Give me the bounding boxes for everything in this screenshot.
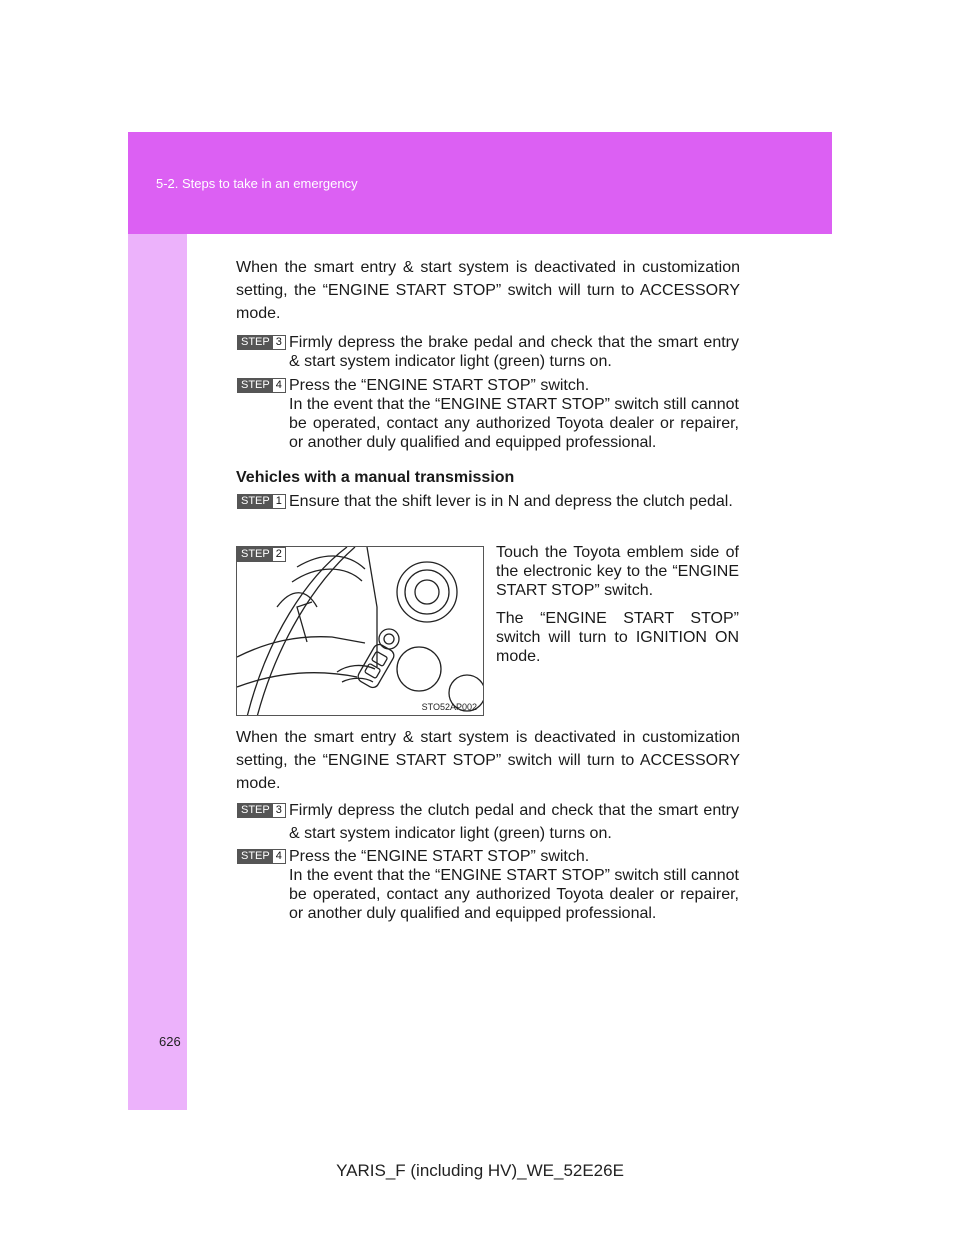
document-footer: YARIS_F (including HV)_WE_52E26E [336, 1161, 624, 1180]
paragraph-accessory-mode-2: When the smart entry & start system is deactivated in customization setting, the “ENGINE START STOP” switch will turn to ACCESSORY mode. [236, 729, 740, 792]
step-text-2b-mode: The “ENGINE START STOP” switch will turn to IGNITION ON mode. [496, 610, 739, 665]
step-text-1b: Ensure that the shift lever is in N and depress the clutch pedal. [289, 493, 733, 510]
step-text-2b-touch: Touch the Toyota emblem side of the electronic key to the “ENGINE START STOP” switch. [496, 544, 739, 599]
step-badge-1b: STEP 1 [237, 494, 286, 509]
step-badge-3b: STEP 3 [237, 803, 286, 818]
step-text-4a: Press the “ENGINE START STOP” switch. In the event that the “ENGINE START STOP” switch still cannot be operated, contact any authorized Toyota dealer or repairer, or another duly qualified and equipped professional. [289, 377, 739, 451]
step-badge-4b: STEP 4 [237, 849, 286, 864]
sidebar-band [128, 234, 187, 1110]
page-number: 626 [159, 1034, 181, 1049]
step-badge-4a: STEP 4 [237, 378, 286, 393]
manual-transmission-heading: Vehicles with a manual transmission [236, 469, 515, 486]
step-badge-2b: STEP 2 [237, 547, 286, 562]
illustration-code: STO52AP002 [421, 702, 477, 712]
step-text-3a: Firmly depress the brake pedal and check that the smart entry & start system indicator light (green) turns on. [289, 334, 739, 370]
key-illustration [236, 546, 484, 716]
section-title: 5-2. Steps to take in an emergency [156, 176, 358, 191]
step-text-4b: Press the “ENGINE START STOP” switch. In the event that the “ENGINE START STOP” switch still cannot be operated, contact any authorized Toyota dealer or repairer, or another duly qualified and equipped professional. [289, 848, 739, 922]
step-text-3b: Firmly depress the clutch pedal and check that the smart entry & start system indicator light (green) turns on. [289, 802, 739, 842]
dashboard-key-drawing [237, 547, 484, 716]
step-badge-3a: STEP 3 [237, 335, 286, 350]
paragraph-accessory-mode-1: When the smart entry & start system is deactivated in customization setting, the “ENGINE START STOP” switch will turn to ACCESSORY mode. [236, 259, 740, 322]
section-header [128, 132, 832, 234]
